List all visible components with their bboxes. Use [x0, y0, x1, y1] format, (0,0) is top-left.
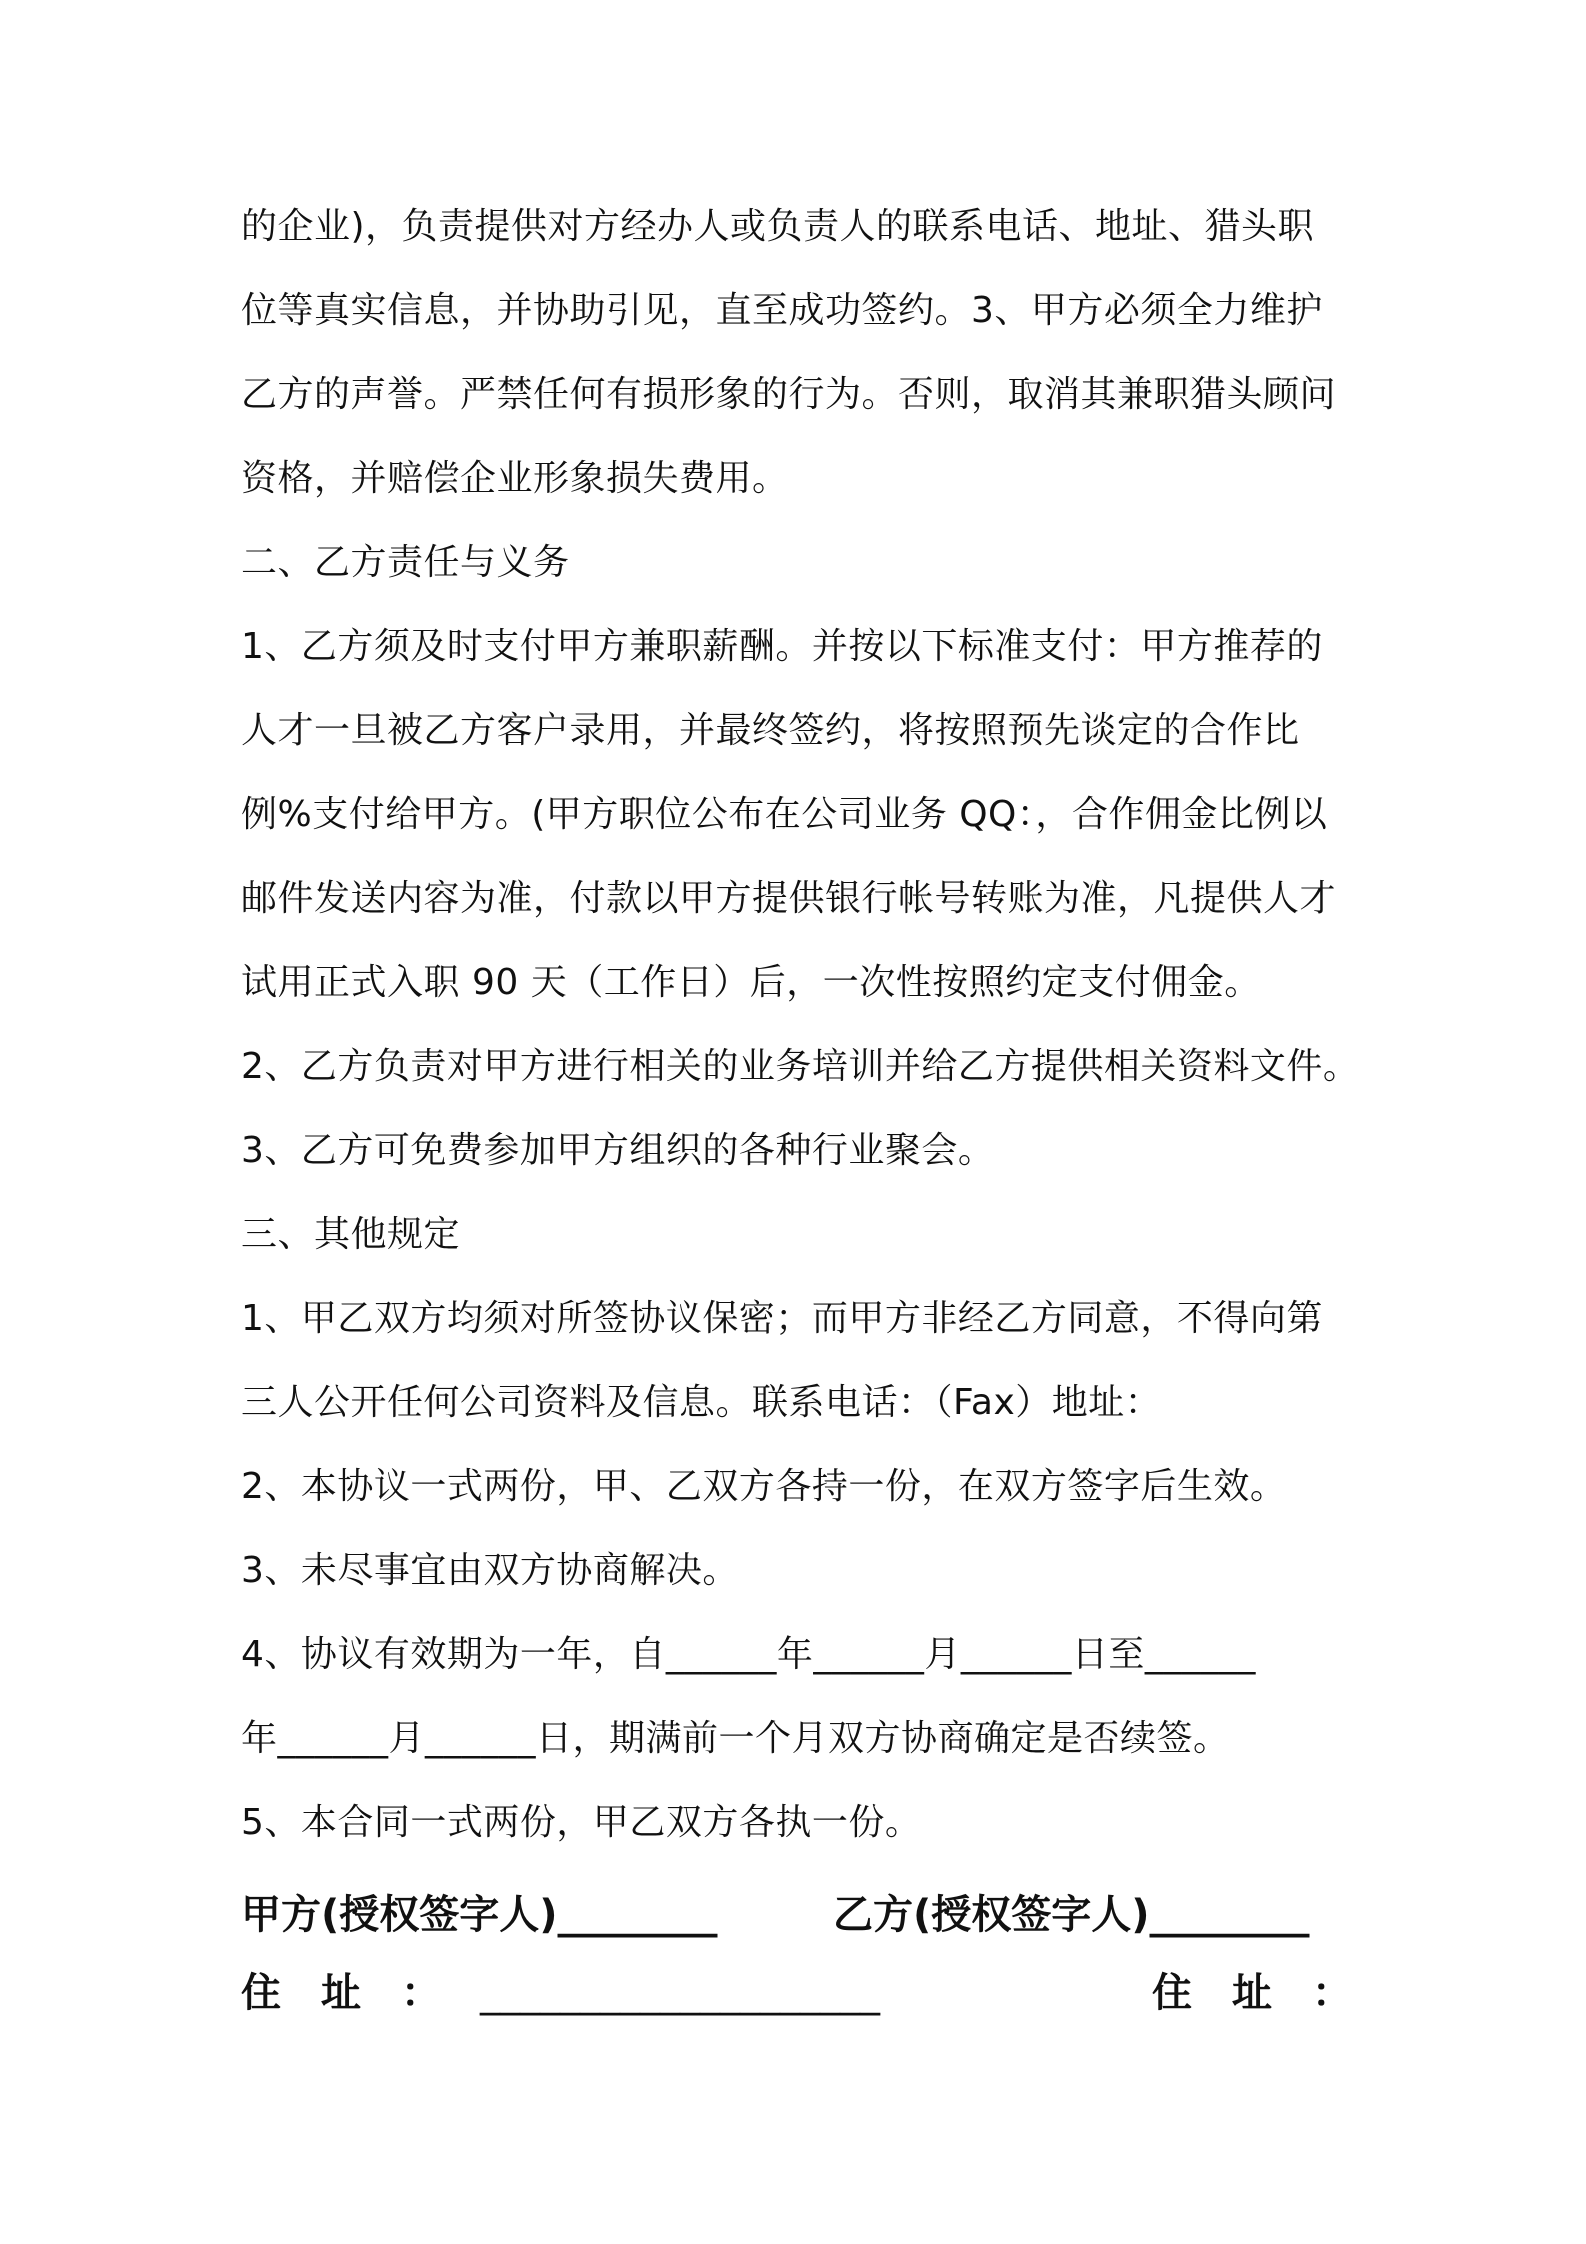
body-line-14: 1、甲乙双方均须对所签协议保密；而甲方非经乙方同意，不得向第	[241, 1298, 1323, 1339]
body-line-20: 5、本合同一式两份，甲乙双方各执一份。	[241, 1802, 922, 1843]
body-line-6: 1、乙方须及时支付甲方兼职薪酬。并按以下标准支付：甲方推荐的	[241, 626, 1323, 667]
body-line-10: 试用正式入职 90 天（工作日）后，一次性按照约定支付佣金。	[241, 962, 1261, 1003]
body-line-8: 例%支付给甲方。(甲方职位公布在公司业务 QQ：，合作佣金比例以	[241, 794, 1328, 835]
party-b-signature-line: 乙方(授权签字人)________	[833, 1892, 1310, 1938]
body-line-15: 三人公开任何公司资料及信息。联系电话：（Fax）地址：	[241, 1382, 1162, 1423]
body-line-4: 资格，并赔偿企业形象损失费用。	[241, 458, 789, 499]
body-line-16: 2、本协议一式两份，甲、乙双方各持一份，在双方签字后生效。	[241, 1466, 1287, 1507]
body-line-18: 4、协议有效期为一年，自______年______月______日至______	[241, 1634, 1256, 1675]
party-a-signature-line: 甲方(授权签字人)________	[241, 1892, 718, 1938]
body-line-2: 位等真实信息，并协助引见，直至成功签约。3、甲方必须全力维护	[241, 290, 1323, 331]
body-line-12: 3、乙方可免费参加甲方组织的各种行业聚会。	[241, 1130, 995, 1171]
party-b-address-label: 住 址 ：	[1152, 1970, 1352, 2016]
section-heading-3: 三、其他规定	[241, 1214, 461, 1255]
party-a-address-blank: ____________________	[480, 1970, 880, 2016]
body-line-11: 2、乙方负责对甲方进行相关的业务培训并给乙方提供相关资料文件。	[241, 1046, 1360, 1087]
body-line-19: 年______月______日，期满前一个月双方协商确定是否续签。	[241, 1718, 1230, 1759]
body-line-9: 邮件发送内容为准，付款以甲方提供银行帐号转账为准，凡提供人才	[241, 878, 1337, 919]
body-line-17: 3、未尽事宜由双方协商解决。	[241, 1550, 739, 1591]
section-heading-2: 二、乙方责任与义务	[241, 542, 570, 583]
body-line-3: 乙方的声誉。严禁任何有损形象的行为。否则，取消其兼职猎头顾问	[241, 374, 1337, 415]
party-a-address-label: 住 址 ：	[241, 1970, 441, 2016]
body-line-7: 人才一旦被乙方客户录用，并最终签约，将按照预先谈定的合作比	[241, 710, 1300, 751]
body-line-1: 的企业)，负责提供对方经办人或负责人的联系电话、地址、猎头职	[241, 206, 1315, 247]
